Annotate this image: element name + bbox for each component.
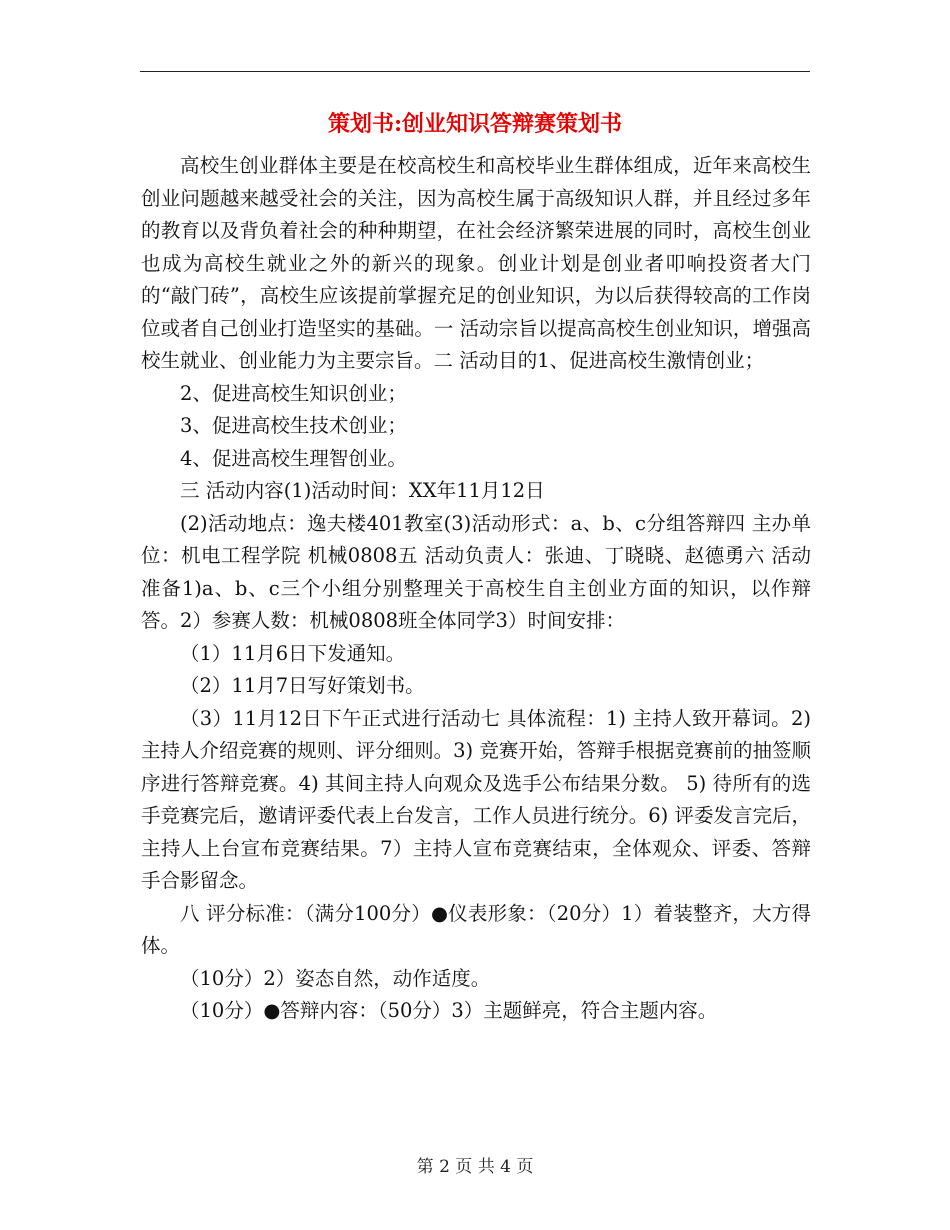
paragraph-intro: 高校生创业群体主要是在校高校生和高校毕业生群体组成，近年来高校生创业问题越来越受社会的关注，因为高校生属于高级知识人群，并且经过多年的教育以及背负着社会的种种期望，在社会经济繁荣进展的同时，高校生创业也成为高校生就业之外的新兴的现象。创业计划是创业者叩响投资者大门的“敲门砖”，高校生应该提前掌握充足的创业知识，为以后获得较高的工作岗位或者自己创业打造坚实的基础。一 活动宗旨以提高高校生创业知识，增强高校生就业、创业能力为主要宗旨。二 活动目的1、促进高校生激情创业； [141, 154, 811, 372]
paragraph-scoring-3: （10分）●答辩内容：（50分）3）主题鲜亮，符合主题内容。 [180, 999, 718, 1022]
paragraph-schedule-1: （1）11月6日下发通知。 [180, 641, 406, 665]
paragraph-schedule-2: （2）11月7日写好策划书。 [180, 674, 425, 697]
paragraph-goal-3: 3、促进高校生技术创业； [180, 414, 407, 437]
paragraph-goal-4: 4、促进高校生理智创业。 [180, 446, 407, 470]
header-rule [140, 71, 810, 72]
document-body [141, 150, 811, 1028]
paragraph-scoring-2: （10分）2）姿态自然，动作适度。 [180, 966, 491, 990]
paragraph-process: （3）11月12日下午正式进行活动七 具体流程：1) 主持人致开幕词。2) 主持人介绍竞赛的规则、评分细则。3) 竞赛开始，答辩手根据竞赛前的抽签顺序进行答辩竞赛。4) 其间主持人向观众及选手公布结果分数。 5) 待所有的选手竞赛完后，邀请评委代表上台发言，工作人员进行统分。6) 评委发言完后，主持人上台宣布竞赛结果。7）主持人宣布竞赛结束，全体观众、评委、答辩手合影留念。 [141, 706, 811, 892]
document-title: 策划书:创业知识答辩赛策划书 [327, 111, 623, 137]
page-number-footer: 第 2 页 共 4 页 [416, 1157, 534, 1177]
paragraph-activity-details: (2)活动地点：逸夫楼401教室(3)活动形式：a、b、c分组答辩四 主办单位：机电工程学院 机械0808五 活动负责人：张迪、丁晓晓、赵德勇六 活动准备1)a、b、c三个小组分别整理关于高校生自主创业方面的知识，以作辩答。2）参赛人数：机械0808班全体同学3）时间安排： [141, 511, 811, 632]
paragraph-scoring: 八 评分标准：（满分100分）●仪表形象：（20分）1）着装整齐，大方得体。 [141, 901, 811, 957]
paragraph-goal-2: 2、促进高校生知识创业； [180, 381, 407, 405]
paragraph-activity-time: 三 活动内容(1)活动时间：XX年11月12日 [180, 479, 545, 502]
